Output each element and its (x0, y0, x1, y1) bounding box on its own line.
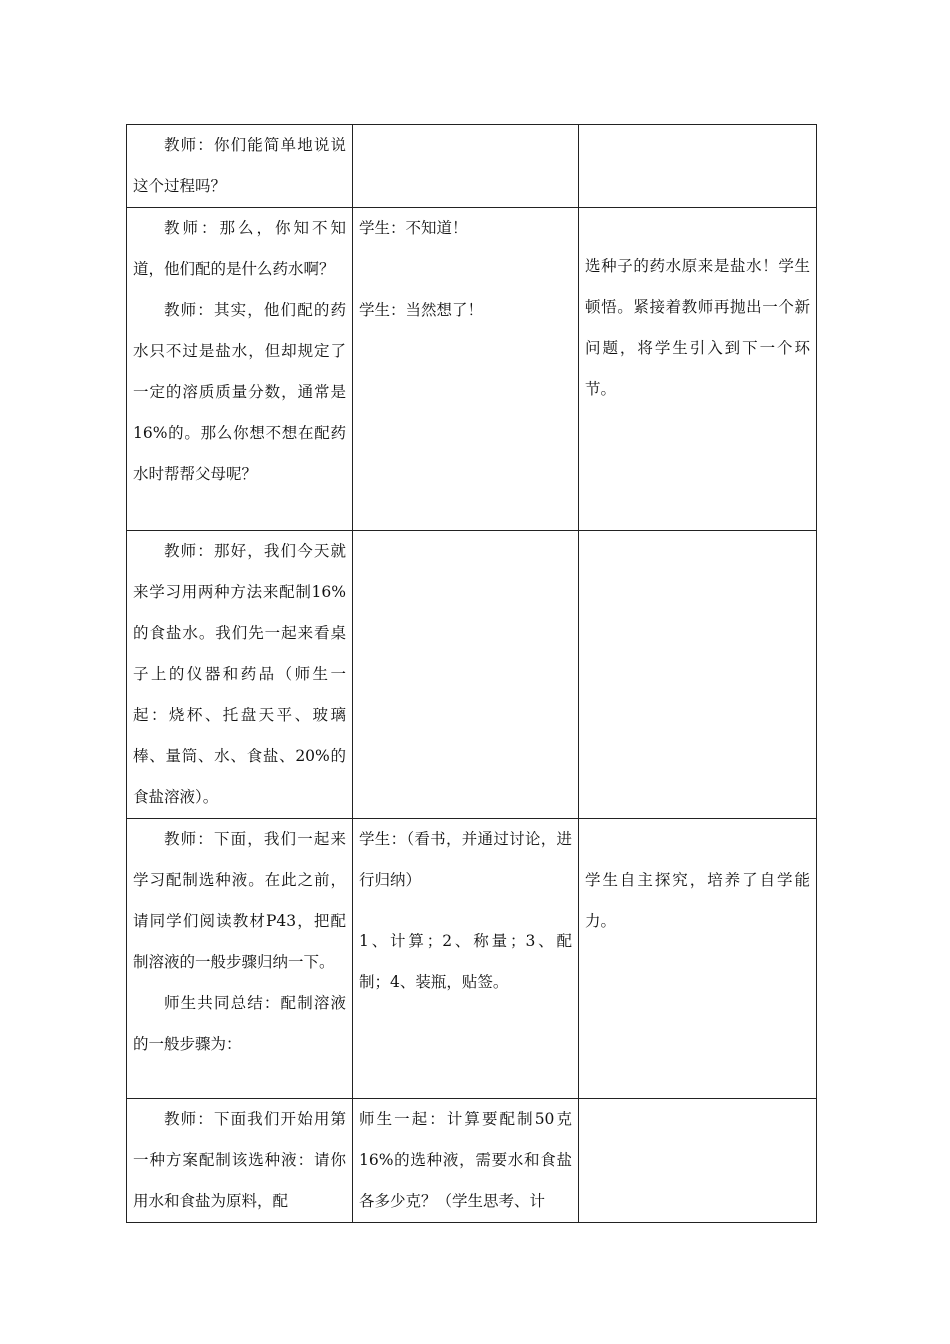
student-cell (353, 531, 579, 819)
teacher-text: 教师：你们能简单地说说这个过程吗？ (133, 136, 346, 195)
teacher-text: 教师：那么，你知不知道，他们配的是什么药水啊？ (133, 219, 346, 278)
note-cell (579, 125, 817, 208)
teacher-text: 教师：其实，他们配的药水只不过是盐水，但却规定了一定的溶质质量分数，通常是16%的。那么你想不想在配药水时帮帮父母呢？ (133, 301, 346, 483)
student-cell (353, 208, 579, 531)
note-cell (579, 208, 817, 531)
table-row (127, 819, 817, 1099)
teacher-text: 教师：下面我们开始用第一种方案配制该选种液：请你用水和食盐为原料，配 (133, 1110, 346, 1210)
student-text: 学生：当然想了！ (359, 301, 484, 319)
teacher-cell (127, 819, 353, 1099)
table-row (127, 531, 817, 819)
table-row (127, 208, 817, 531)
student-text: 学生：不知道！ (359, 219, 468, 237)
student-text: 学生：（看书，并通过讨论，进行归纳） (359, 830, 572, 889)
teacher-text: 教师：下面，我们一起来学习配制选种液。在此之前，请同学们阅读教材P43，把配制溶液的一般步骤归纳一下。 (133, 830, 346, 971)
note-text: 学生自主探究，培养了自学能力。 (585, 871, 810, 930)
teacher-text: 师生共同总结：配制溶液的一般步骤为： (133, 994, 346, 1053)
table-row (127, 1099, 817, 1223)
teacher-cell (127, 208, 353, 531)
note-text: 选种子的药水原来是盐水！学生顿悟。紧接着教师再抛出一个新问题，将学生引入到下一个环节。 (585, 257, 810, 398)
lesson-table (126, 124, 817, 1223)
table-row (127, 125, 817, 208)
teacher-cell (127, 1099, 353, 1223)
student-cell (353, 1099, 579, 1223)
student-cell (353, 125, 579, 208)
note-cell (579, 819, 817, 1099)
student-cell (353, 819, 579, 1099)
note-cell (579, 531, 817, 819)
teacher-text: 教师：那好，我们今天就来学习用两种方法来配制16%的食盐水。我们先一起来看桌子上的仪器和药品（师生一起：烧杯、托盘天平、玻璃棒、量筒、水、食盐、20%的食盐溶液）。 (133, 542, 346, 806)
note-cell (579, 1099, 817, 1223)
teacher-cell (127, 531, 353, 819)
student-text: 1、计算；2、称量；3、配制；4、装瓶，贴签。 (359, 932, 572, 991)
student-text: 师生一起：计算要配制50克16%的选种液，需要水和食盐各多少克？（学生思考、计 (359, 1110, 572, 1210)
teacher-cell (127, 125, 353, 208)
